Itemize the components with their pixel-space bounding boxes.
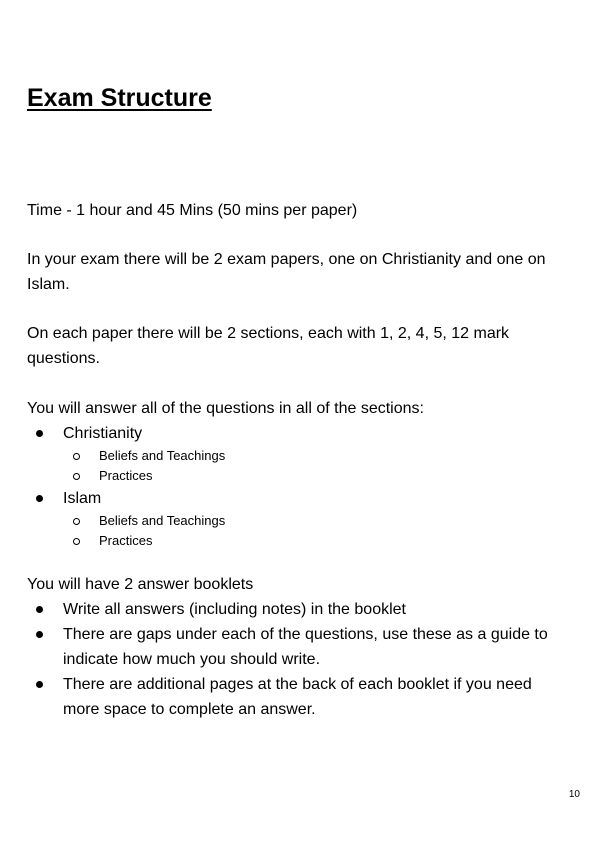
list-item-islam xyxy=(34,486,554,551)
booklets-text: You will have 2 answer booklets xyxy=(27,576,254,593)
christianity-topics-list xyxy=(71,446,554,486)
answer-all-text: You will answer all of the questions in all of the sections: xyxy=(27,400,424,417)
booklet-point-text: There are gaps under each of the questions, use these as a guide to indicate how much you should write. xyxy=(63,626,548,668)
hollow-bullet-icon xyxy=(73,453,80,460)
topic-label: Beliefs and Teachings xyxy=(99,448,226,463)
exam-sections-text: On each paper there will be 2 sections, each with 1, 2, 4, 5, 12 mark questions. xyxy=(27,325,510,367)
list-item xyxy=(71,446,554,466)
bullet-icon xyxy=(36,430,43,437)
list-item xyxy=(71,511,554,531)
hollow-bullet-icon xyxy=(73,473,80,480)
exam-papers-text: In your exam there will be 2 exam papers, one on Christianity and one on Islam. xyxy=(27,251,546,293)
booklet-point-text: There are additional pages at the back of each booklet if you need more space to complete an answer. xyxy=(63,676,532,718)
topic-label: Practices xyxy=(99,533,153,548)
religion-label: Christianity xyxy=(63,425,143,442)
bullet-icon xyxy=(36,495,43,502)
list-item xyxy=(34,597,554,622)
list-item xyxy=(71,466,554,486)
bullet-icon xyxy=(36,631,43,638)
booklet-points-list xyxy=(34,597,554,722)
bullet-icon xyxy=(36,606,43,613)
bullet-icon xyxy=(36,681,43,688)
booklet-point-text: Write all answers (including notes) in the booklet xyxy=(63,601,406,618)
topic-label: Beliefs and Teachings xyxy=(99,513,226,528)
topic-label: Practices xyxy=(99,468,153,483)
list-item xyxy=(34,622,554,672)
hollow-bullet-icon xyxy=(73,518,80,525)
hollow-bullet-icon xyxy=(73,538,80,545)
page-title: Exam Structure xyxy=(27,84,212,112)
religion-label: Islam xyxy=(63,490,102,507)
list-item-christianity xyxy=(34,421,554,486)
religions-list xyxy=(34,421,554,551)
list-item xyxy=(34,672,554,722)
list-item xyxy=(71,531,554,551)
islam-topics-list xyxy=(71,511,554,551)
page-number: 10 xyxy=(568,789,580,800)
exam-time-text: Time - 1 hour and 45 Mins (50 mins per paper) xyxy=(27,202,358,219)
